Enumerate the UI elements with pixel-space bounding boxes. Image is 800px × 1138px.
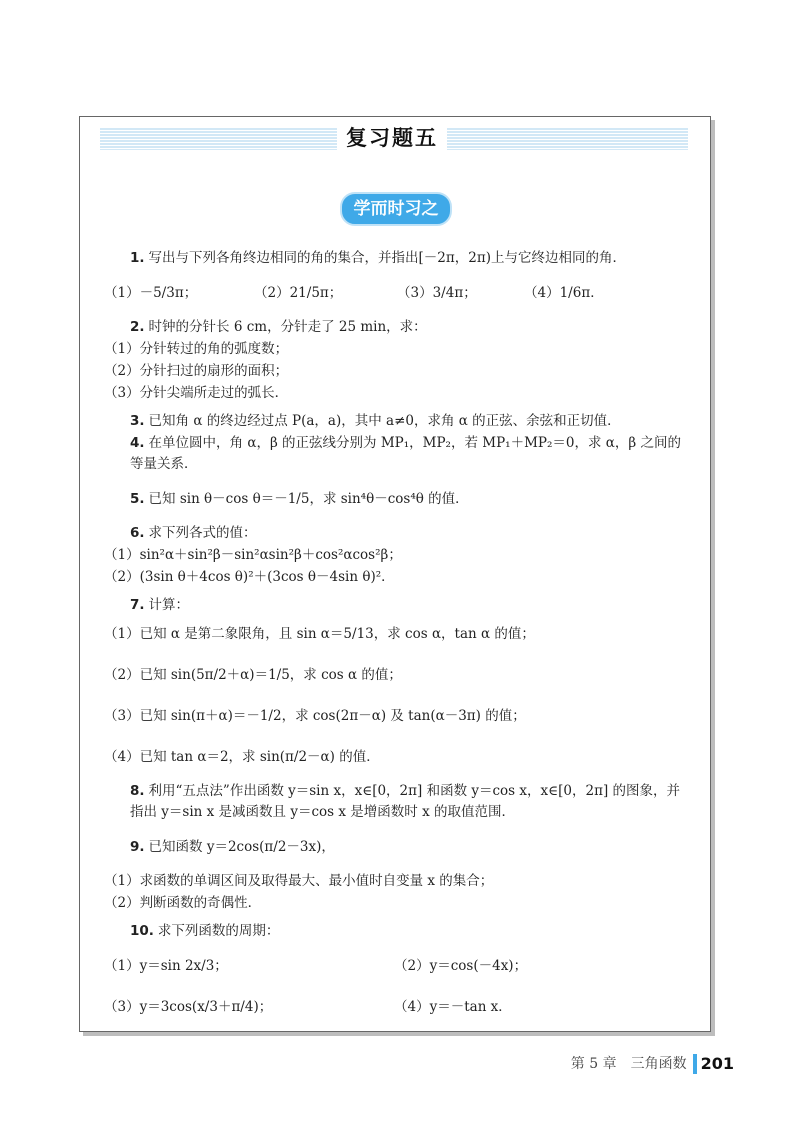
part: （3）已知 sin(π＋α)＝－1/2，求 cos(2π－α) 及 tan(α－3π) 的值； [104,708,526,724]
problem-text: 已知 sin θ－cos θ＝－1/5，求 sin⁴θ－cos⁴θ 的值． [148,491,469,507]
page-footer [571,1052,734,1076]
problem-text: 求下列各式的值： [148,525,257,541]
problem-text: 已知函数 y＝2cos(π/2－3x)， [148,839,335,855]
problem-text: 求下列函数的周期： [157,923,280,939]
problem-number: 6. [130,525,145,541]
problem-1-parts [104,276,688,310]
part: （1）－5/3π； [104,285,198,301]
problem-number: 3. [130,413,145,429]
problem-number: 9. [130,839,145,855]
problem-text: 计算： [148,597,190,613]
problem-4 [104,433,688,475]
part: （1）分针转过的角的弧度数； [104,341,289,357]
problem-text: 在单位圆中，角 α，β 的正弦线分别为 MP₁，MP₂，若 MP₁＋MP₂＝0，求 α，β 之间的等量关系． [130,435,681,472]
part: （3）3/4π； [397,285,477,301]
part: （2）y＝cos(－4x)； [394,958,528,974]
problem-10 [104,921,688,942]
problem-number: 1. [130,250,145,266]
part: （4）1/6π． [524,285,604,301]
part: （2）(3sin θ＋4cos θ)²＋(3cos θ－4sin θ)²． [104,569,395,585]
problem-1 [104,248,688,269]
problem-number: 4. [130,435,145,451]
part: （3）分针尖端所走过的弧长． [104,385,289,401]
chapter-label: 第 5 章 三角函数 [570,1056,687,1072]
problem-text: 时钟的分针长 6 cm，分针走了 25 min，求： [148,319,427,335]
problem-10-parts-row2 [104,990,688,1024]
page-title: 复习题五 [337,120,447,156]
problem-text: 写出与下列各角终边相同的角的集合，并指出[－2π，2π)上与它终边相同的角． [148,250,626,266]
part: （2）已知 sin(5π/2＋α)＝1/5，求 cos α 的值； [104,667,402,683]
section-badge: 学而时习之 [340,192,452,226]
problem-5 [104,482,688,516]
part: （1）sin²α＋sin²β－sin²αsin²β＋cos²αcos²β； [104,547,402,563]
part: （2）21/5π； [254,285,343,301]
problem-8 [104,781,688,823]
problem-10-parts-row1 [104,949,688,983]
part: （1）y＝sin 2x/3； [104,958,228,974]
problem-number: 7. [130,597,145,613]
problem-3 [104,411,688,432]
problem-6 [104,523,688,544]
part: （4）y＝－tan x． [394,999,512,1015]
problem-9 [104,830,688,864]
problem-2 [104,317,688,338]
problem-text: 已知角 α 的终边经过点 P(a，a)，其中 a≠0，求角 α 的正弦、余弦和正切值． [148,413,621,429]
part: （3）y＝3cos(x/3＋π/4)； [104,999,273,1015]
problem-number: 10. [130,923,154,939]
problem-number: 8. [130,783,145,799]
part: （1）求函数的单调区间及取得最大、最小值时自变量 x 的集合； [104,873,494,889]
problem-number: 5. [130,491,145,507]
page-number: 201 [700,1054,734,1073]
exercise-list [104,248,688,1031]
part: （1）已知 α 是第二象限角，且 sin α＝5/13，求 cos α，tan α 的值； [104,626,535,642]
part: （2）分针扫过的扇形的面积； [104,363,289,379]
problem-7 [104,595,688,616]
part: （4）已知 tan α＝2，求 sin(π/2－α) 的值． [104,749,380,765]
problem-text: 利用“五点法”作出函数 y＝sin x，x∈[0，2π] 和函数 y＝cos x，x∈[0，2π] 的图象，并指出 y＝sin x 是减函数且 y＝cos x 是增函数时 x 的取值范围． [130,783,681,820]
part: （2）判断函数的奇偶性． [104,895,262,911]
footer-divider [693,1054,697,1074]
problem-number: 2. [130,319,145,335]
